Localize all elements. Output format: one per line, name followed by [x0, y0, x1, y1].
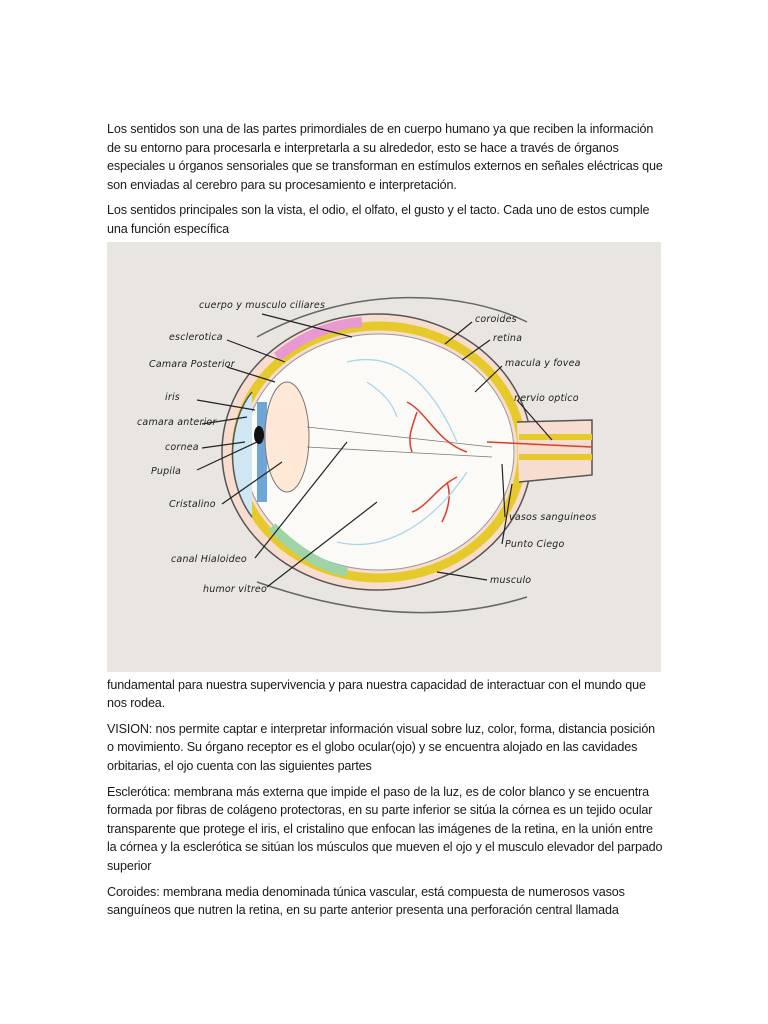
label-cristalino: Cristalino: [169, 498, 216, 510]
eye-diagram: [107, 242, 661, 672]
label-esclerotica: esclerotica: [169, 331, 223, 343]
label-nervio-optico: nervio optico: [514, 392, 579, 404]
label-humor-vitreo: humor vitreo: [203, 583, 267, 595]
paragraph-vision: VISION: nos permite captar e interpretar información visual sobre luz, color, forma, distancia posición o movimiento. Su órgano receptor es el globo ocular(ojo) y se encuentra alojado en las cavidades orbitarias, el ojo cuenta con las siguientes partes: [107, 721, 656, 773]
label-punto-ciego: Punto Ciego: [505, 538, 565, 550]
label-canal-hialoideo: canal Hialoideo: [171, 553, 247, 565]
eye-diagram-figure: [107, 242, 661, 672]
label-musculo: musculo: [490, 574, 532, 586]
label-camara-anterior: camara anterior: [137, 416, 217, 428]
pupil-shape: [254, 426, 264, 444]
paragraph-continuation: fundamental para nuestra supervivencia y para nuestra capacidad de interactuar con el mundo que nos rodea.: [107, 677, 646, 711]
paragraph-coroides: Coroides: membrana media denominada túnica vascular, está compuesta de numerosos vasos sanguíneos que nutren la retina, en su parte anterior presenta una perforación central llamada: [107, 884, 625, 918]
label-retina: retina: [493, 332, 523, 344]
lens-shape: [265, 382, 309, 492]
label-pupila: Pupila: [151, 465, 182, 477]
label-coroides: coroides: [475, 313, 517, 325]
paragraph-esclerotica: Esclerótica: membrana más externa que impide el paso de la luz, es de color blanco y se encuentra formada por fibras de colágeno protectoras, en su parte inferior se sitúa la córnea es un tejido ocular transparente que protege el iris, el cristalino que enfocan las imágenes de la retina, en la unión entre la córnea y la esclerótica se sitúan los músculos que mueven el ojo y el musculo elevador del parpado superior: [107, 784, 663, 873]
paragraph-intro: Los sentidos son una de las partes primordiales de en cuerpo humano ya que reciben la información de su entorno para procesarla e interpretarla a su alrededor, esto se hace a través de órganos especiales u órganos sensoriales que se transforman en estímulos externos en señales eléctricas que son enviadas al cerebro para su procesamiento e interpretación.: [107, 122, 663, 192]
label-camara-posterior: Camara Posterior: [149, 358, 235, 370]
optic-nerve-sheath: [517, 420, 592, 482]
label-vasos-sanguineos: vasos sanguineos: [509, 511, 597, 523]
paragraph-senses: Los sentidos principales son la vista, el odio, el olfato, el gusto y el tacto. Cada uno de estos cumple una función específica: [107, 203, 650, 236]
label-cornea: cornea: [165, 441, 199, 453]
label-iris: iris: [165, 391, 180, 403]
document-page: [107, 120, 663, 920]
label-macula-fovea: macula y fovea: [505, 357, 581, 369]
label-cuerpo-musculo-ciliares: cuerpo y musculo ciliares: [199, 299, 326, 311]
